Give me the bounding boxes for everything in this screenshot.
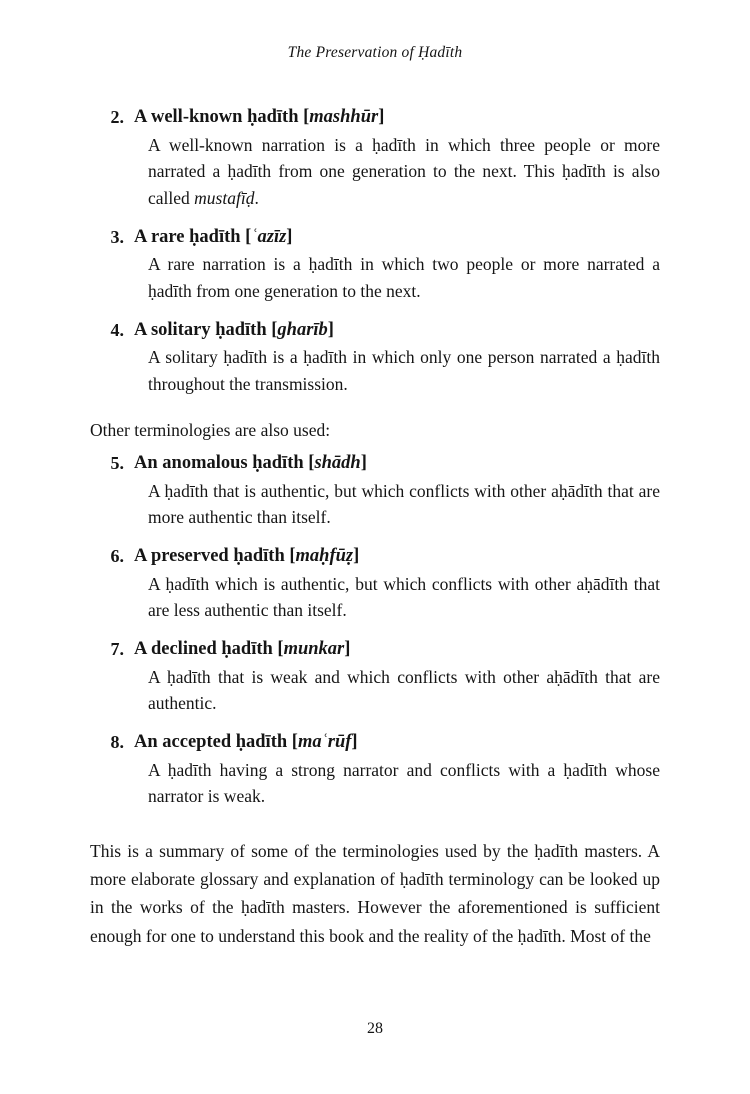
closing-paragraph: This is a summary of some of the terminologies used by the ḥadīth masters. A more elaborate glossary and explanation of ḥadīth terminology can be looked up in the works of the ḥadīth masters. However the aforementioned is sufficient enough for one to understand this book and the reality of the ḥadīth. Most of the [90, 840, 660, 946]
list-item-number: 4. [110, 319, 124, 340]
list-item-title [134, 450, 660, 477]
list-item-number: 2. [110, 107, 124, 127]
list-item-number: 7. [110, 638, 124, 659]
terminology-list-secondary [90, 450, 660, 819]
list-item-description [134, 251, 660, 304]
list-item [90, 224, 660, 314]
description-text: A well-known narration is a ḥadīth in which three people or more narrated a ḥadīth from one generation to the next. This ḥadīth is also called [148, 134, 660, 208]
list-item-number: 3. [110, 226, 124, 247]
list-item-body [134, 224, 660, 314]
description-text: A ḥadīth that is weak and which conflicts with other aḥādīth that are authentic. [148, 666, 660, 714]
title-close: ] [378, 107, 385, 127]
list-item-title [134, 636, 660, 663]
list-item-number: 5. [110, 452, 124, 473]
title-close: ] [286, 226, 293, 247]
list-item [90, 636, 660, 726]
title-text: A declined ḥadīth [ [134, 638, 284, 659]
title-text: A solitary ḥadīth [ [134, 319, 278, 340]
description-text: A solitary ḥadīth is a ḥadīth in which only one person narrated a ḥadīth throughout the transmission. [148, 347, 660, 394]
interlude-paragraph: Other terminologies are also used: [90, 419, 331, 440]
list-item [90, 104, 660, 221]
title-text: An anomalous ḥadīth [ [134, 452, 315, 473]
terminology-list-primary [90, 104, 660, 407]
list-item-description [134, 664, 660, 717]
title-close: ] [344, 638, 351, 659]
page-content [90, 62, 660, 950]
list-item [90, 543, 660, 633]
title-term: ʿazīz [251, 226, 287, 247]
list-item-title [134, 224, 660, 251]
title-close: ] [327, 319, 334, 340]
list-item-title [134, 543, 660, 570]
list-item [90, 729, 660, 819]
list-item-title [134, 104, 660, 131]
list-item-description [134, 344, 660, 397]
title-term: mashhūr [309, 107, 379, 127]
description-text: A ḥadīth that is authentic, but which conflicts with other aḥādīth that are more authentic than itself. [148, 480, 660, 528]
title-term: gharīb [277, 319, 328, 340]
description-term: mustafīḍ [194, 188, 255, 208]
title-text: A well-known ḥadīth [ [134, 107, 310, 127]
title-term: munkar [283, 638, 345, 659]
title-close: ] [351, 731, 358, 752]
description-text: A rare narration is a ḥadīth in which two people or more narrated a ḥadīth from one generation to the next. [148, 254, 660, 301]
title-term: maʿrūf [297, 731, 352, 752]
running-head: The Preservation of Ḥadīth [287, 44, 463, 61]
title-term: maḥfūẓ [295, 545, 354, 566]
description-text: A ḥadīth which is authentic, but which conflicts with other aḥādīth that are less authentic than itself. [148, 573, 660, 621]
description-text: A ḥadīth having a strong narrator and conflicts with a ḥadīth whose narrator is weak. [148, 759, 660, 807]
list-item-body [134, 729, 660, 819]
list-item [90, 450, 660, 540]
list-item-number: 6. [110, 545, 124, 566]
title-text: An accepted ḥadīth [ [134, 731, 298, 752]
list-item-description [134, 132, 660, 212]
list-item-description [134, 478, 660, 531]
list-item-description [134, 571, 660, 624]
title-term: shādh [314, 452, 361, 473]
title-text: A rare ḥadīth [ [134, 226, 252, 247]
document-page [0, 44, 750, 1094]
page-number: 28 [367, 1020, 383, 1037]
list-item-number: 8. [110, 731, 124, 752]
list-item-title [134, 317, 660, 344]
title-close: ] [360, 452, 367, 473]
list-item-body [134, 317, 660, 407]
list-item-title [134, 729, 660, 756]
list-item-description [134, 757, 660, 810]
list-item-body [134, 543, 660, 633]
description-text-end: . [254, 188, 259, 208]
title-text: A preserved ḥadīth [ [134, 545, 296, 566]
list-item [90, 317, 660, 407]
list-item-body [134, 104, 660, 221]
title-close: ] [353, 545, 360, 566]
list-item-body [134, 450, 660, 540]
list-item-body [134, 636, 660, 726]
